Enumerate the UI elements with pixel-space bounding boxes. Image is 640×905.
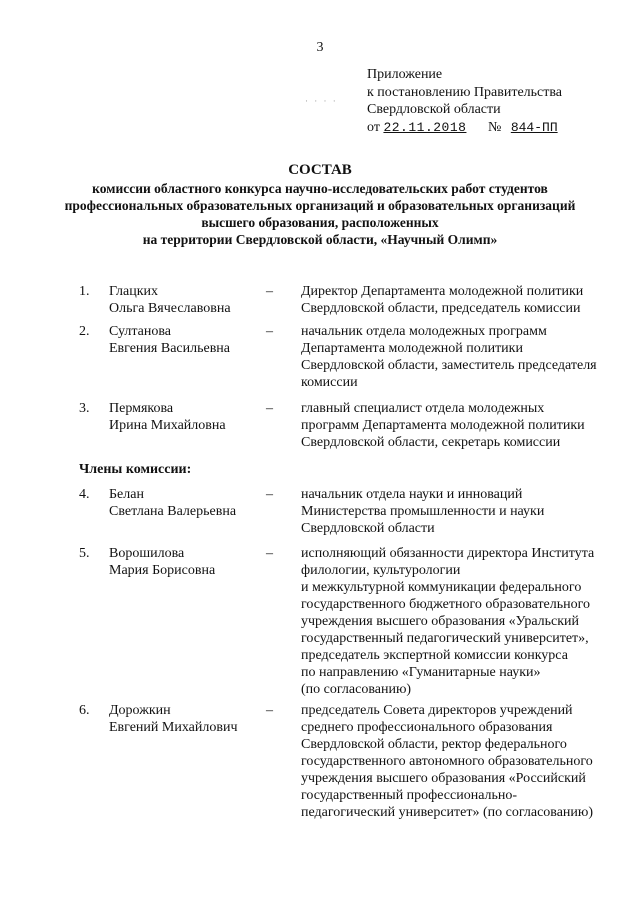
position-line: исполняющий обязанности директора Института (301, 546, 595, 561)
appendix-line-3: Свердловской области (367, 102, 501, 117)
separator-dash: – (266, 284, 273, 299)
position-line: и межкультурной коммуникации федерального (301, 580, 582, 595)
separator-dash: – (266, 324, 273, 339)
subtitle-line-4: на территории Свердловской области, «Научный Олимп» (142, 232, 498, 247)
position-line: председатель Совета директоров учреждений (301, 703, 573, 718)
decree-number: 844-ПП (510, 119, 558, 135)
position-line: учреждения высшего образования «Уральский (301, 614, 580, 629)
position-line: Свердловской области (301, 521, 435, 536)
entry-number: 4. (79, 487, 90, 502)
position-line: государственного бюджетного образовательного (301, 597, 591, 612)
entry-number: 1. (79, 284, 90, 299)
position-line: государственный профессионально- (301, 788, 518, 803)
position-line: комиссии (301, 375, 358, 390)
member-name (109, 323, 230, 357)
member-surname: Глацких (109, 284, 159, 299)
position-line: программ Департамента молодежной политики (301, 418, 585, 433)
position-line: государственного автономного образовательного (301, 754, 593, 769)
document-subtitle (60, 180, 580, 248)
position-line: председатель экспертной комиссии конкурса (301, 648, 568, 663)
position-line: среднего профессионального образования (301, 720, 553, 735)
appendix-date-line (367, 119, 562, 137)
appendix-block (367, 66, 562, 136)
entry-number: 6. (79, 703, 90, 718)
position-line: (по согласованию) (301, 682, 412, 697)
position-line: Департамента молодежной политики (301, 341, 523, 356)
appendix-line-1: Приложение (367, 67, 443, 82)
entry-number: 2. (79, 324, 90, 339)
member-name (109, 545, 215, 579)
member-surname: Пермякова (109, 401, 174, 416)
separator-dash: – (266, 703, 273, 718)
member-position (301, 702, 611, 821)
position-line: Свердловской области, секретарь комиссии (301, 435, 561, 450)
member-given-names: Ирина Михайловна (109, 418, 226, 433)
position-line: главный специалист отдела молодежных (301, 401, 545, 416)
member-surname: Дорожкин (109, 703, 171, 718)
entry-number: 3. (79, 401, 90, 416)
member-position (301, 486, 611, 537)
position-line: государственный педагогический университет», (301, 631, 589, 646)
subtitle-line-2: профессиональных образовательных организаций и образовательных организаций (64, 198, 576, 213)
entry-number: 5. (79, 546, 90, 561)
members-heading: Члены комиссии: (79, 462, 192, 477)
member-position (301, 323, 611, 391)
member-position (301, 283, 611, 317)
member-given-names: Светлана Валерьевна (109, 504, 237, 519)
position-line: педагогический университет» (по согласованию) (301, 805, 594, 820)
member-given-names: Евгений Михайлович (109, 720, 238, 735)
position-line: Свердловской области, ректор федерального (301, 737, 567, 752)
page-number: 3 (316, 40, 324, 55)
member-given-names: Мария Борисовна (109, 563, 216, 578)
position-line: филологии, культурологии (301, 563, 461, 578)
member-given-names: Евгения Васильевна (109, 341, 231, 356)
member-name (109, 400, 226, 434)
member-surname: Белан (109, 487, 144, 502)
member-position (301, 400, 611, 451)
member-name (109, 283, 231, 317)
decree-date: 22.11.2018 (383, 119, 467, 135)
separator-dash: – (266, 487, 273, 502)
position-line: начальник отдела молодежных программ (301, 324, 547, 339)
subtitle-line-3: высшего образования, расположенных (201, 215, 439, 230)
member-surname: Ворошилова (109, 546, 185, 561)
member-name (109, 486, 236, 520)
position-line: Директор Департамента молодежной политики (301, 284, 584, 299)
position-line: по направлению «Гуманитарные науки» (301, 665, 541, 680)
member-name (109, 702, 238, 736)
scan-artifact: · · · · (305, 96, 338, 106)
member-given-names: Ольга Вячеславовна (109, 301, 231, 316)
member-position (301, 545, 611, 698)
member-surname: Султанова (109, 324, 171, 339)
separator-dash: – (266, 546, 273, 561)
date-prefix: от (367, 119, 380, 135)
subtitle-line-1: комиссии областного конкурса научно-исследовательских работ студентов (92, 181, 548, 196)
document-heading: СОСТАВ (288, 162, 352, 178)
position-line: учреждения высшего образования «Российский (301, 771, 586, 786)
separator-dash: – (266, 401, 273, 416)
position-line: начальник отдела науки и инноваций (301, 487, 523, 502)
position-line: Министерства промышленности и науки (301, 504, 545, 519)
appendix-line-2: к постановлению Правительства (367, 84, 563, 100)
number-prefix: № (487, 119, 502, 135)
position-line: Свердловской области, председатель комиссии (301, 301, 581, 316)
position-line: Свердловской области, заместитель председателя (301, 358, 597, 373)
